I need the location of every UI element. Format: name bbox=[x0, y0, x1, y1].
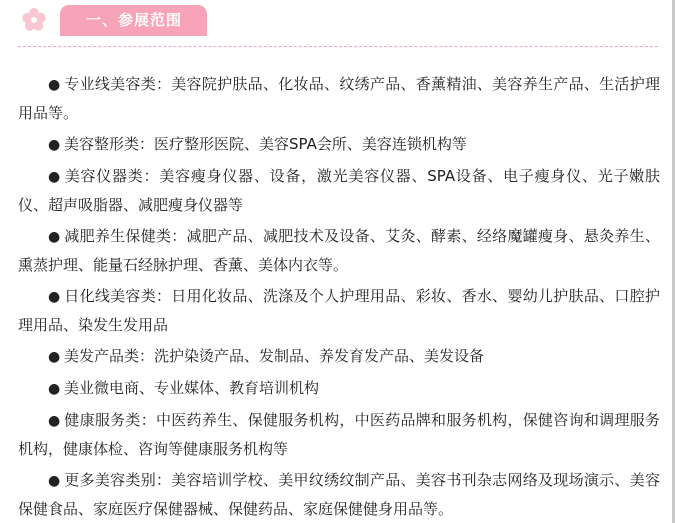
bullet-icon: ● bbox=[48, 381, 61, 397]
list-item-text: 日化线美容类：日用化妆品、洗涤及个人护理用品、彩妆、香水、婴幼儿护肤品、口腔护理用品、染发生发用品 bbox=[18, 287, 660, 334]
list-item bbox=[18, 162, 660, 219]
list-item bbox=[18, 70, 660, 127]
bullet-icon: ● bbox=[48, 289, 61, 305]
list-item-text: 美容整形类：医疗整形医院、美容SPA会所、美容连锁机构等 bbox=[64, 135, 467, 153]
bullet-icon: ● bbox=[48, 473, 61, 489]
list-item bbox=[18, 282, 660, 339]
bullet-icon: ● bbox=[48, 77, 61, 93]
list-item-text: 减肥养生保健类：减肥产品、减肥技术及设备、艾灸、酵素、经络魔罐瘦身、悬灸养生、熏蒸护理、能量石经脉护理、香薰、美体内衣等。 bbox=[18, 227, 660, 274]
bullet-icon: ● bbox=[48, 169, 61, 185]
list-item-text: 美业微电商、专业媒体、教育培训机构 bbox=[64, 379, 320, 397]
list-item bbox=[18, 466, 660, 523]
list-item-text: 更多美容类别：美容培训学校、美甲纹绣纹制产品、美容书刊杂志网络及现场演示、美容保健食品、家庭医疗保健器械、保健药品、家庭保健健身用品等。 bbox=[18, 471, 660, 518]
list-item bbox=[18, 406, 660, 463]
bullet-icon: ● bbox=[48, 349, 61, 365]
section-title: 一、参展范围 bbox=[86, 11, 183, 29]
list-item bbox=[18, 374, 660, 403]
list-item-text: 美发产品类：洗护染烫产品、发制品、养发育发产品、美发设备 bbox=[64, 347, 485, 365]
list-item-text: 专业线美容类：美容院护肤品、化妆品、纹绣产品、香薰精油、美容养生产品、生活护理用品等。 bbox=[18, 75, 660, 122]
list-item-text: 美容仪器类：美容瘦身仪器、设备，激光美容仪器、SPA设备、电子瘦身仪、光子嫩肤仪、超声吸脂器、减肥瘦身仪器等 bbox=[18, 167, 660, 214]
bullet-icon: ● bbox=[48, 229, 61, 245]
exhibit-scope-list bbox=[18, 70, 660, 523]
bullet-icon: ● bbox=[48, 137, 61, 153]
list-item bbox=[18, 222, 660, 279]
bullet-icon: ● bbox=[48, 413, 61, 429]
list-item-text: 健康服务类：中医药养生、保健服务机构，中医药品牌和服务机构，保健咨询和调理服务机构，健康体检、咨询等健康服务机构等 bbox=[18, 411, 660, 458]
flower-icon bbox=[20, 6, 48, 34]
list-item bbox=[18, 130, 660, 159]
section-title-tab bbox=[60, 5, 207, 36]
dashed-divider bbox=[18, 46, 658, 47]
list-item bbox=[18, 342, 660, 371]
